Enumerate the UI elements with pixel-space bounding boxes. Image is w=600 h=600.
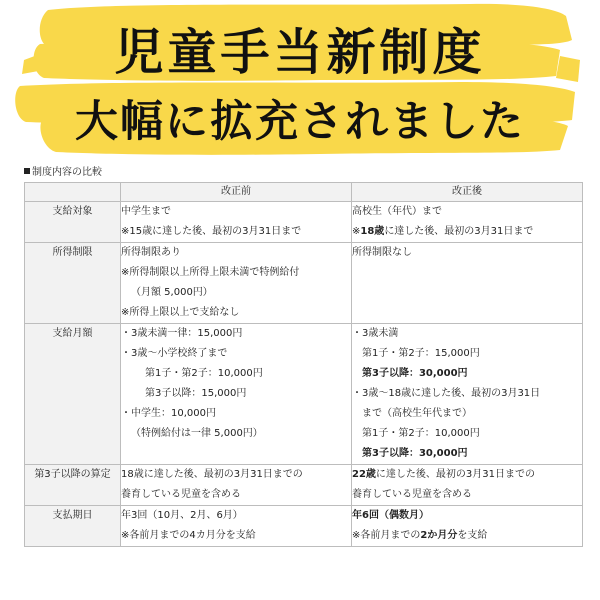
table-row — [25, 202, 583, 243]
cell-line: 第3子以降：30,000円 — [362, 368, 468, 379]
table-row — [25, 324, 583, 465]
cell-line: 養育している児童を含める — [121, 489, 241, 500]
cell-line-pre: ※各前月までの — [352, 530, 421, 541]
cell-line: 第1子・第2子：10,000円 — [362, 428, 480, 439]
section-label-text: 制度内容の比較 — [32, 167, 102, 178]
cell-line: ※所得上限以上で支給なし — [121, 307, 240, 318]
row-label: 第3子以降の算定 — [25, 465, 121, 506]
header-cell-after: 改正後 — [352, 183, 583, 202]
cell-line: 中学生まで — [121, 206, 171, 217]
banner-title-line1: 児童手当新制度 — [114, 24, 486, 81]
cell-line: 養育している児童を含める — [352, 489, 472, 500]
cell-line: 年6回（偶数月） — [352, 510, 429, 521]
row-label: 支給月額 — [25, 324, 121, 465]
cell-line: 第3子以降：30,000円 — [362, 448, 468, 459]
cell-before — [121, 465, 352, 506]
row-label: 所得制限 — [25, 243, 121, 324]
cell-line — [352, 526, 582, 546]
cell-line: 第3子以降：15,000円 — [145, 388, 247, 399]
cell-line — [352, 222, 582, 242]
cell-before — [121, 202, 352, 243]
row-label: 支払期日 — [25, 506, 121, 547]
cell-line: 18歳に達した後、最初の3月31日までの — [121, 469, 303, 480]
cell-before — [121, 243, 352, 324]
cell-line: 第1子・第2子：10,000円 — [145, 368, 263, 379]
cell-after — [352, 324, 583, 465]
cell-line: 所得制限あり — [121, 247, 181, 258]
cell-line-pre: ※ — [352, 226, 361, 237]
header-cell-blank — [25, 183, 121, 202]
cell-line: 第1子・第2子：15,000円 — [362, 348, 480, 359]
cell-after — [352, 465, 583, 506]
cell-line: （特例給付は一律 5,000円） — [131, 428, 263, 439]
row-label: 支給対象 — [25, 202, 121, 243]
cell-line-post: を支給 — [457, 530, 488, 541]
cell-line: ※所得制限以上所得上限未満で特例給付 — [121, 267, 300, 278]
cell-line-post: に達した後、最初の3月31日まで — [384, 226, 534, 237]
cell-line: ※15歳に達した後、最初の3月31日まで — [121, 226, 302, 237]
cell-line: ・中学生：10,000円 — [121, 408, 216, 419]
cell-line: まで（高校生年代まで） — [362, 408, 472, 419]
section-label — [24, 163, 102, 178]
cell-line: ・3歳未満 — [352, 328, 399, 339]
cell-before — [121, 506, 352, 547]
cell-line — [352, 465, 582, 485]
cell-line: 所得制限なし — [352, 247, 412, 258]
cell-line: ・3歳〜18歳に達した後、最初の3月31日 — [352, 388, 541, 399]
cell-after — [352, 243, 583, 324]
cell-line: ・3歳〜小学校終了まで — [121, 348, 228, 359]
cell-line: 年3回（10月、2月、6月） — [121, 510, 243, 521]
cell-before — [121, 324, 352, 465]
cell-line-emphasis: 18歳 — [360, 226, 385, 237]
square-bullet-icon — [24, 168, 30, 174]
cell-line: （月額 5,000円） — [131, 287, 213, 298]
cell-line: ※各前月までの4カ月分を支給 — [121, 530, 256, 541]
cell-after — [352, 506, 583, 547]
cell-line: ・3歳未満一律：15,000円 — [121, 328, 243, 339]
cell-line-emphasis: 2か月分 — [420, 530, 458, 541]
banner-title-line2: 大幅に拡充されました — [75, 97, 525, 147]
comparison-table — [24, 182, 583, 547]
cell-after — [352, 202, 583, 243]
table-row — [25, 465, 583, 506]
header-cell-before: 改正前 — [121, 183, 352, 202]
table-row — [25, 243, 583, 324]
cell-line-post: に達した後、最初の3月31日までの — [375, 469, 536, 480]
title-banner — [0, 0, 600, 160]
table-header-row — [25, 183, 583, 202]
table-row — [25, 506, 583, 547]
cell-line-emphasis: 22歳 — [352, 469, 376, 480]
cell-line: 高校生（年代）まで — [352, 206, 442, 217]
